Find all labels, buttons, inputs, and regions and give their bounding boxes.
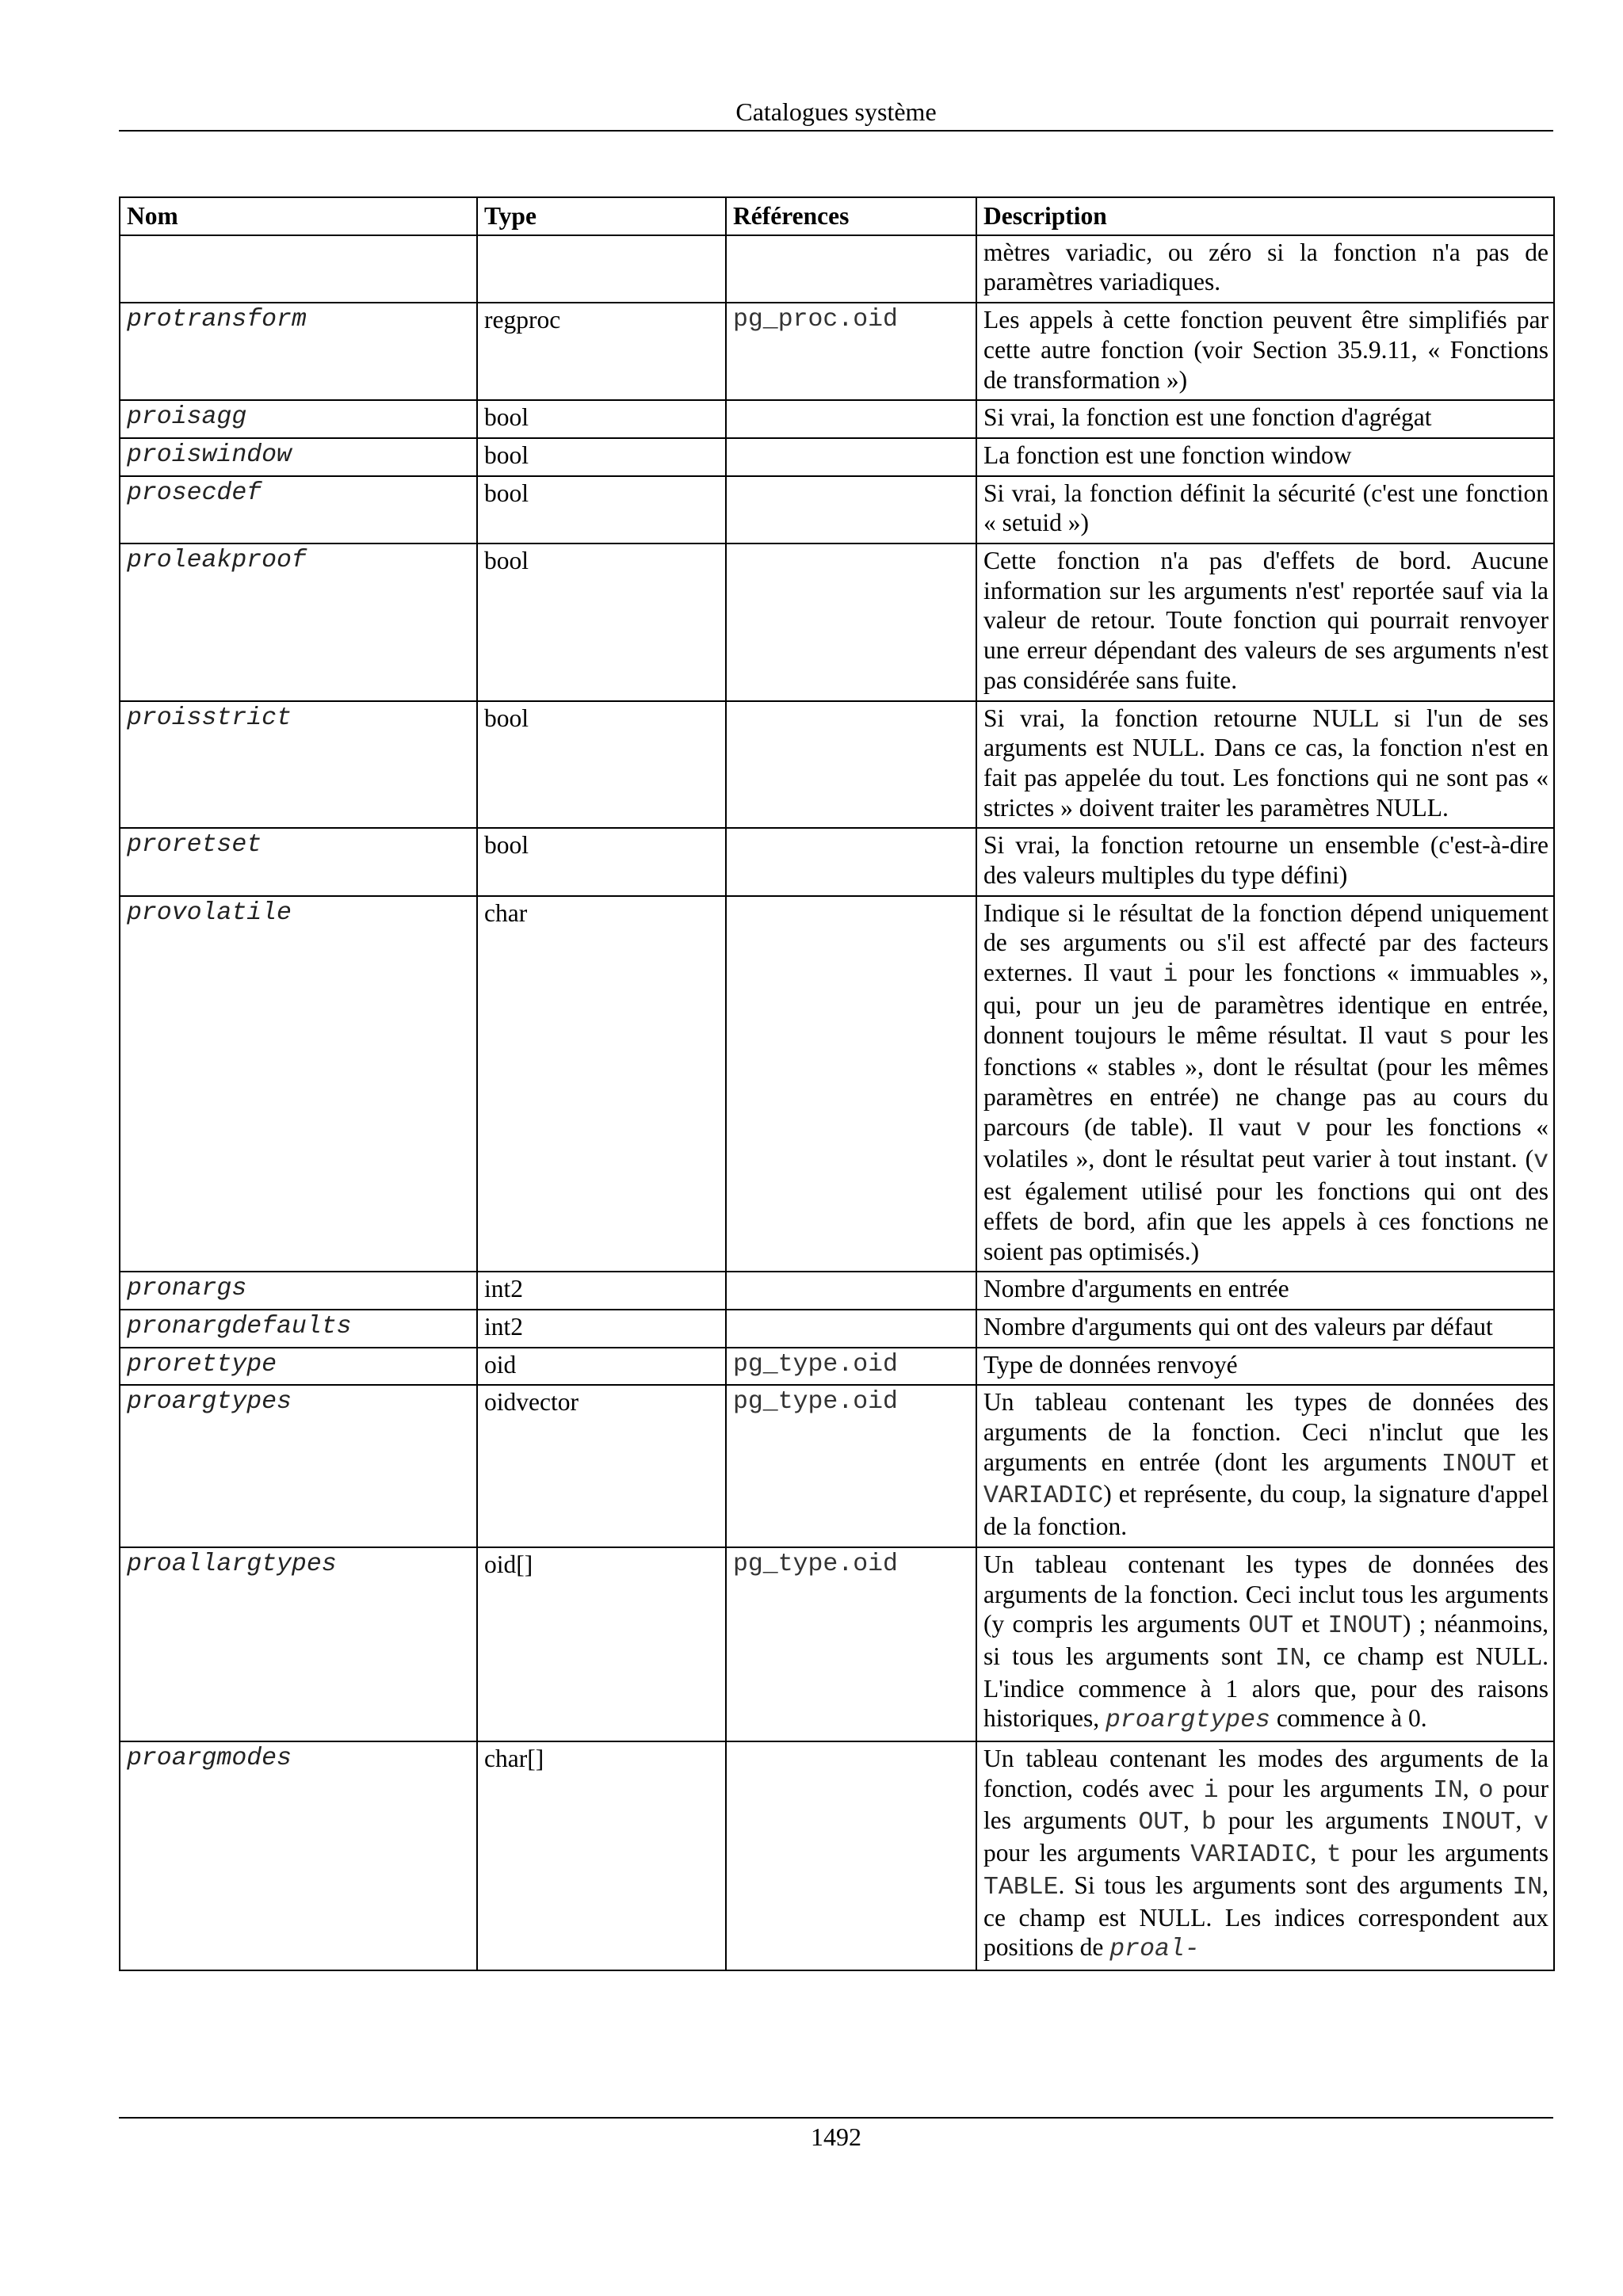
description-text: , <box>1515 1806 1534 1835</box>
description-text: pour les arguments <box>1216 1806 1441 1835</box>
description-text: ) ; néanmoins, si tous les arguments sont <box>983 1610 1549 1670</box>
cell-references <box>726 701 976 829</box>
cell-type: bool <box>477 438 726 476</box>
description-text: Si vrai, la fonction retourne un ensemble (c'est-à-dire des valeurs multiples du type défini) <box>983 831 1549 890</box>
table-body <box>120 235 1554 1970</box>
cell-type: bool <box>477 543 726 701</box>
cell-type: oid[] <box>477 1547 726 1741</box>
cell-type: bool <box>477 828 726 895</box>
inline-code: INOUT <box>1327 1612 1403 1641</box>
description-text: Les appels à cette fonction peuvent être simplifiés par cette autre fonction (voir Section 35.9.11, « Fonctions de transformation ») <box>983 306 1549 394</box>
cell-references: pg_type.oid <box>726 1348 976 1386</box>
cell-references <box>726 476 976 543</box>
cell-description <box>976 543 1554 701</box>
cell-type: bool <box>477 476 726 543</box>
column-header-name: Nom <box>120 197 477 235</box>
inline-code: IN <box>1433 1776 1463 1805</box>
cell-name: proiswindow <box>120 438 477 476</box>
inline-code: VARIADIC <box>983 1482 1104 1511</box>
table-row <box>120 543 1554 701</box>
description-text: pour les fonctions « immuables », qui, pour un jeu de paramètres identique en entrée, donnent toujours le même résultat. Il vaut <box>983 959 1549 1049</box>
description-text: , ce champ est NULL. L'indice commence à 1 alors que, pour des raisons historiques, <box>983 1642 1549 1733</box>
cell-description <box>976 1547 1554 1741</box>
cell-type: regproc <box>477 303 726 400</box>
cell-references <box>726 400 976 438</box>
inline-code: t <box>1326 1841 1342 1870</box>
description-text: et <box>1293 1610 1328 1638</box>
inline-column-reference: proal- <box>1109 1936 1200 1964</box>
cell-references <box>726 828 976 895</box>
cell-references <box>726 1272 976 1310</box>
cell-description <box>976 1272 1554 1310</box>
page-footer <box>119 2117 1553 2155</box>
cell-description <box>976 1348 1554 1386</box>
inline-code: o <box>1478 1776 1494 1805</box>
description-text: , ce champ est NULL. Les indices correspondent aux positions de <box>983 1871 1549 1962</box>
table-row <box>120 1272 1554 1310</box>
table-row <box>120 438 1554 476</box>
cell-name: proargtypes <box>120 1385 477 1547</box>
inline-code: v <box>1533 1809 1549 1837</box>
cell-name: proleakproof <box>120 543 477 701</box>
table-row <box>120 1547 1554 1741</box>
table-row <box>120 303 1554 400</box>
cell-description <box>976 303 1554 400</box>
cell-description <box>976 701 1554 829</box>
inline-code: OUT <box>1138 1809 1184 1837</box>
cell-type: oid <box>477 1348 726 1386</box>
inline-code: v <box>1296 1115 1312 1143</box>
cell-description <box>976 1385 1554 1547</box>
description-text: commence à 0. <box>1270 1704 1427 1733</box>
cell-name: proisagg <box>120 400 477 438</box>
inline-code: b <box>1201 1809 1216 1837</box>
cell-name: proargmodes <box>120 1741 477 1970</box>
description-text: Nombre d'arguments qui ont des valeurs par défaut <box>983 1312 1493 1341</box>
cell-description <box>976 828 1554 895</box>
description-text: Si vrai, la fonction retourne NULL si l'un de ses arguments est NULL. Dans ce cas, la fonction n'est en fait pas appelée du tout. Les fonctions qui ne sont pas « strictes » doivent traiter les paramètres NULL. <box>983 704 1549 822</box>
table-row <box>120 701 1554 829</box>
table-row <box>120 1741 1554 1970</box>
inline-code: i <box>1203 1776 1219 1805</box>
description-text: Type de données renvoyé <box>983 1350 1238 1379</box>
description-text: mètres variadic, ou zéro si la fonction n'a pas de paramètres variadiques. <box>983 238 1549 296</box>
cell-references: pg_proc.oid <box>726 303 976 400</box>
description-text: ) et représente, du coup, la signature d'appel de la fonction. <box>983 1480 1549 1541</box>
cell-description <box>976 476 1554 543</box>
cell-references <box>726 896 976 1272</box>
cell-name: proallargtypes <box>120 1547 477 1741</box>
cell-type: bool <box>477 701 726 829</box>
page-number: 1492 <box>811 2122 861 2151</box>
cell-references: pg_type.oid <box>726 1547 976 1741</box>
cell-description <box>976 896 1554 1272</box>
description-text: pour les fonctions « stables », dont le résultat (pour les mêmes paramètres en entrée) ne change pas au cours du parcours (de table). Il vaut <box>983 1020 1549 1141</box>
page-header <box>119 93 1553 132</box>
inline-code: s <box>1438 1023 1453 1051</box>
cell-description <box>976 1741 1554 1970</box>
cell-description <box>976 1310 1554 1348</box>
description-text: pour les arguments <box>1341 1839 1549 1867</box>
cell-name: provolatile <box>120 896 477 1272</box>
description-text: Si vrai, la fonction définit la sécurité (c'est une fonction « setuid ») <box>983 479 1549 537</box>
description-text: La fonction est une fonction window <box>983 441 1352 469</box>
column-header-description: Description <box>976 197 1554 235</box>
cell-description <box>976 400 1554 438</box>
description-text: . Si tous les arguments sont des arguments <box>1058 1871 1513 1899</box>
column-header-type: Type <box>477 197 726 235</box>
description-text: est également utilisé pour les fonctions qui ont des effets de bord, afin que les appels à ces fonctions ne soient pas optimisés.) <box>983 1177 1549 1265</box>
table-row <box>120 235 1554 303</box>
cell-name: pronargdefaults <box>120 1310 477 1348</box>
cell-references <box>726 1741 976 1970</box>
description-text: Un tableau contenant les modes des arguments de la fonction, codés avec <box>983 1745 1549 1802</box>
cell-description <box>976 235 1554 303</box>
description-text: pour les arguments <box>1218 1774 1434 1802</box>
cell-type: char[] <box>477 1741 726 1970</box>
cell-references <box>726 438 976 476</box>
cell-type: int2 <box>477 1272 726 1310</box>
description-text: Si vrai, la fonction est une fonction d'agrégat <box>983 403 1432 432</box>
table-header-row <box>120 197 1554 235</box>
inline-code: OUT <box>1248 1612 1294 1641</box>
inline-column-reference: proargtypes <box>1106 1707 1270 1735</box>
inline-code: INOUT <box>1441 1450 1517 1478</box>
description-text: et <box>1516 1447 1549 1476</box>
description-text: Indique si le résultat de la fonction dépend uniquement de ses arguments ou s'il est affecté par des facteurs externes. Il vaut <box>983 898 1549 987</box>
cell-name: proretset <box>120 828 477 895</box>
description-text: Un tableau contenant les types de données des arguments de la fonction. Ceci n'inclut que les arguments en entrée (dont les arguments <box>983 1388 1549 1476</box>
cell-name: prosecdef <box>120 476 477 543</box>
description-text: Un tableau contenant les types de données des arguments de la fonction. Ceci inclut tous les arguments (y compris les arguments <box>983 1550 1549 1638</box>
cell-name: protransform <box>120 303 477 400</box>
table-row <box>120 896 1554 1272</box>
table-row <box>120 1348 1554 1386</box>
column-header-references: Références <box>726 197 976 235</box>
description-text: pour les arguments <box>983 1839 1191 1867</box>
cell-type: int2 <box>477 1310 726 1348</box>
table-row <box>120 476 1554 543</box>
cell-name: pronargs <box>120 1272 477 1310</box>
description-text: pour les arguments <box>983 1774 1549 1835</box>
table-row <box>120 1385 1554 1547</box>
inline-code: i <box>1163 961 1178 990</box>
cell-references: pg_type.oid <box>726 1385 976 1547</box>
description-text: , <box>1462 1774 1479 1802</box>
inline-code: VARIADIC <box>1190 1841 1311 1870</box>
table-row <box>120 400 1554 438</box>
inline-code: v <box>1533 1147 1549 1176</box>
cell-type: oidvector <box>477 1385 726 1547</box>
cell-name: proisstrict <box>120 701 477 829</box>
cell-references <box>726 543 976 701</box>
table-row <box>120 828 1554 895</box>
description-text: , <box>1183 1806 1201 1835</box>
cell-name: prorettype <box>120 1348 477 1386</box>
inline-code: IN <box>1274 1644 1305 1672</box>
inline-code: IN <box>1512 1873 1543 1901</box>
inline-code: TABLE <box>983 1873 1059 1901</box>
description-text: pour les fonctions « volatiles », dont le résultat peut varier à tout instant. ( <box>983 1112 1549 1173</box>
description-text: Nombre d'arguments en entrée <box>983 1275 1289 1303</box>
cell-references <box>726 1310 976 1348</box>
description-text: , <box>1310 1839 1327 1867</box>
inline-code: INOUT <box>1440 1809 1516 1837</box>
cell-type <box>477 235 726 303</box>
cell-description <box>976 438 1554 476</box>
page-header-title: Catalogues système <box>735 97 937 126</box>
cell-type: char <box>477 896 726 1272</box>
table-row <box>120 1310 1554 1348</box>
cell-references <box>726 235 976 303</box>
catalog-columns-table <box>119 196 1555 1971</box>
cell-type: bool <box>477 400 726 438</box>
description-text: Cette fonction n'a pas d'effets de bord. Aucune information sur les arguments n'est' reportée sauf via la valeur de retour. Toute fonction qui pourrait renvoyer une erreur dépendant des valeurs de ses arguments n'est pas considérée sans fuite. <box>983 547 1549 694</box>
cell-name <box>120 235 477 303</box>
